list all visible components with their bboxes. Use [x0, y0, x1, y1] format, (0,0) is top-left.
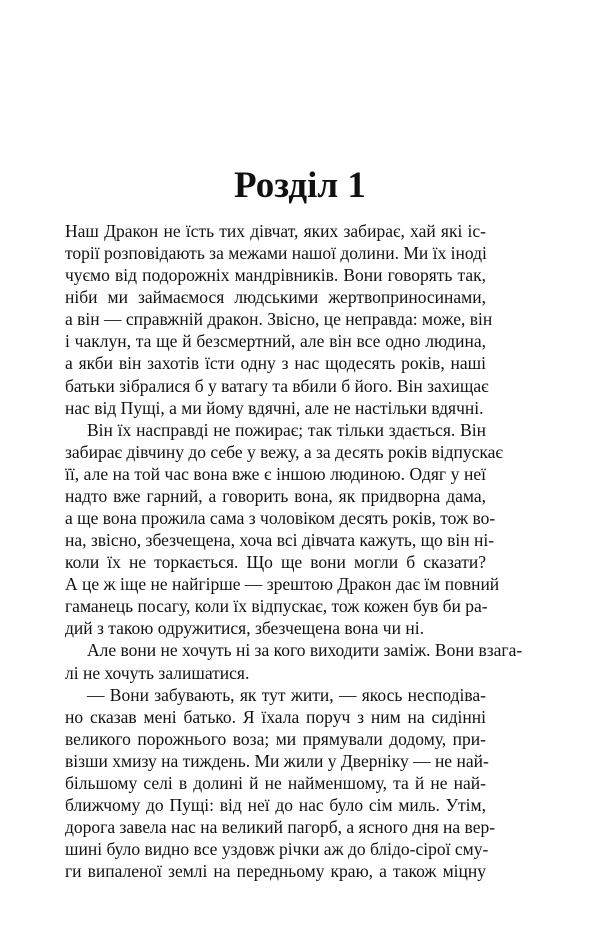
text-line: надто вже гарний, а говорить вона, як придворна дама, — [65, 485, 486, 506]
text-line: чуємо від подорожніх мандрівників. Вони говорять так, — [65, 265, 486, 286]
paragraph — [65, 419, 503, 640]
paragraph — [65, 639, 523, 683]
text-line: лі не хочуть залишатися. — [65, 662, 250, 683]
text-line: ги випаленої землі на передньому краю, а також міцну — [65, 861, 486, 882]
text-line: на, звісно, збезчещена, хоча всі дівчата кажуть, що він ні- — [65, 530, 495, 551]
text-line: Наш Дракон не їсть тих дівчат, яких забирає, хай які іс- — [65, 221, 486, 241]
text-line: а він — справжній дракон. Звісно, це неправда: може, він — [65, 309, 493, 330]
text-line: коли їх не торкається. Що ще вони могли б сказати? — [65, 552, 486, 573]
text-line: візши хмизу на тиждень. Ми жили у Дверніку — не най- — [65, 750, 489, 771]
text-line: Але вони не хочуть ні за кого виходити заміж. Вони взага- — [87, 640, 523, 661]
text-line: А це ж іще не найгірше — зрештою Дракон дає їм повний — [65, 574, 500, 595]
text-line: батьки зібралися б у ватагу та вбили б його. Він захищає — [65, 375, 489, 396]
text-line: торії розповідають за межами нашої долини. Ми їх іноді — [65, 243, 487, 264]
text-line: но сказав мені батько. Я їхала поруч з ним на сидінні — [65, 706, 486, 727]
text-line: а якби він захотів їсти одну з нас щодесять років, наші — [65, 353, 486, 374]
text-line: великого порожнього воза; ми прямували додому, при- — [65, 728, 486, 749]
paragraph — [65, 220, 493, 419]
text-line: її, але на той час вона вже є іншою людиною. Одяг у неї — [65, 463, 486, 484]
paragraph — [65, 684, 496, 883]
text-line: ніби ми займаємося людськими жертвоприносинами, — [65, 287, 486, 308]
text-line: дий з такою одружитися, збезчещена вона чи ні. — [65, 618, 424, 639]
chapter-text — [65, 220, 523, 882]
text-line: а ще вона прожила сама з чоловіком десять років, тож во- — [65, 508, 496, 529]
text-line: дорога завела нас на великий пагорб, а ясного дня на вер- — [65, 817, 496, 838]
text-line: і чаклун, та ще й безсмертний, але він все одно людина, — [65, 331, 486, 352]
text-line: гаманець посагу, коли їх відпускає, тож кожен був би ра- — [65, 596, 488, 617]
text-line: — Вони забувають, як тут жити, — якось несподіва- — [87, 684, 486, 705]
text-line: нас від Пущі, а ми йому вдячні, але не настільки вдячні. — [65, 397, 484, 418]
text-line: шині було видно все уздовж річки аж до блідо-сірої сму- — [65, 839, 489, 860]
text-line: ближчому до Пущі: від неї до нас було сім миль. Утім, — [65, 795, 486, 816]
chapter-title: Розділ 1 — [234, 165, 366, 206]
text-line: Він їх насправді не пожирає; так тільки здається. Він — [87, 419, 486, 440]
text-line: забирає дівчину до себе у вежу, а за десять років відпускає — [65, 441, 503, 462]
text-line: більшому селі в долині й не найменшому, та й не най- — [65, 772, 486, 793]
